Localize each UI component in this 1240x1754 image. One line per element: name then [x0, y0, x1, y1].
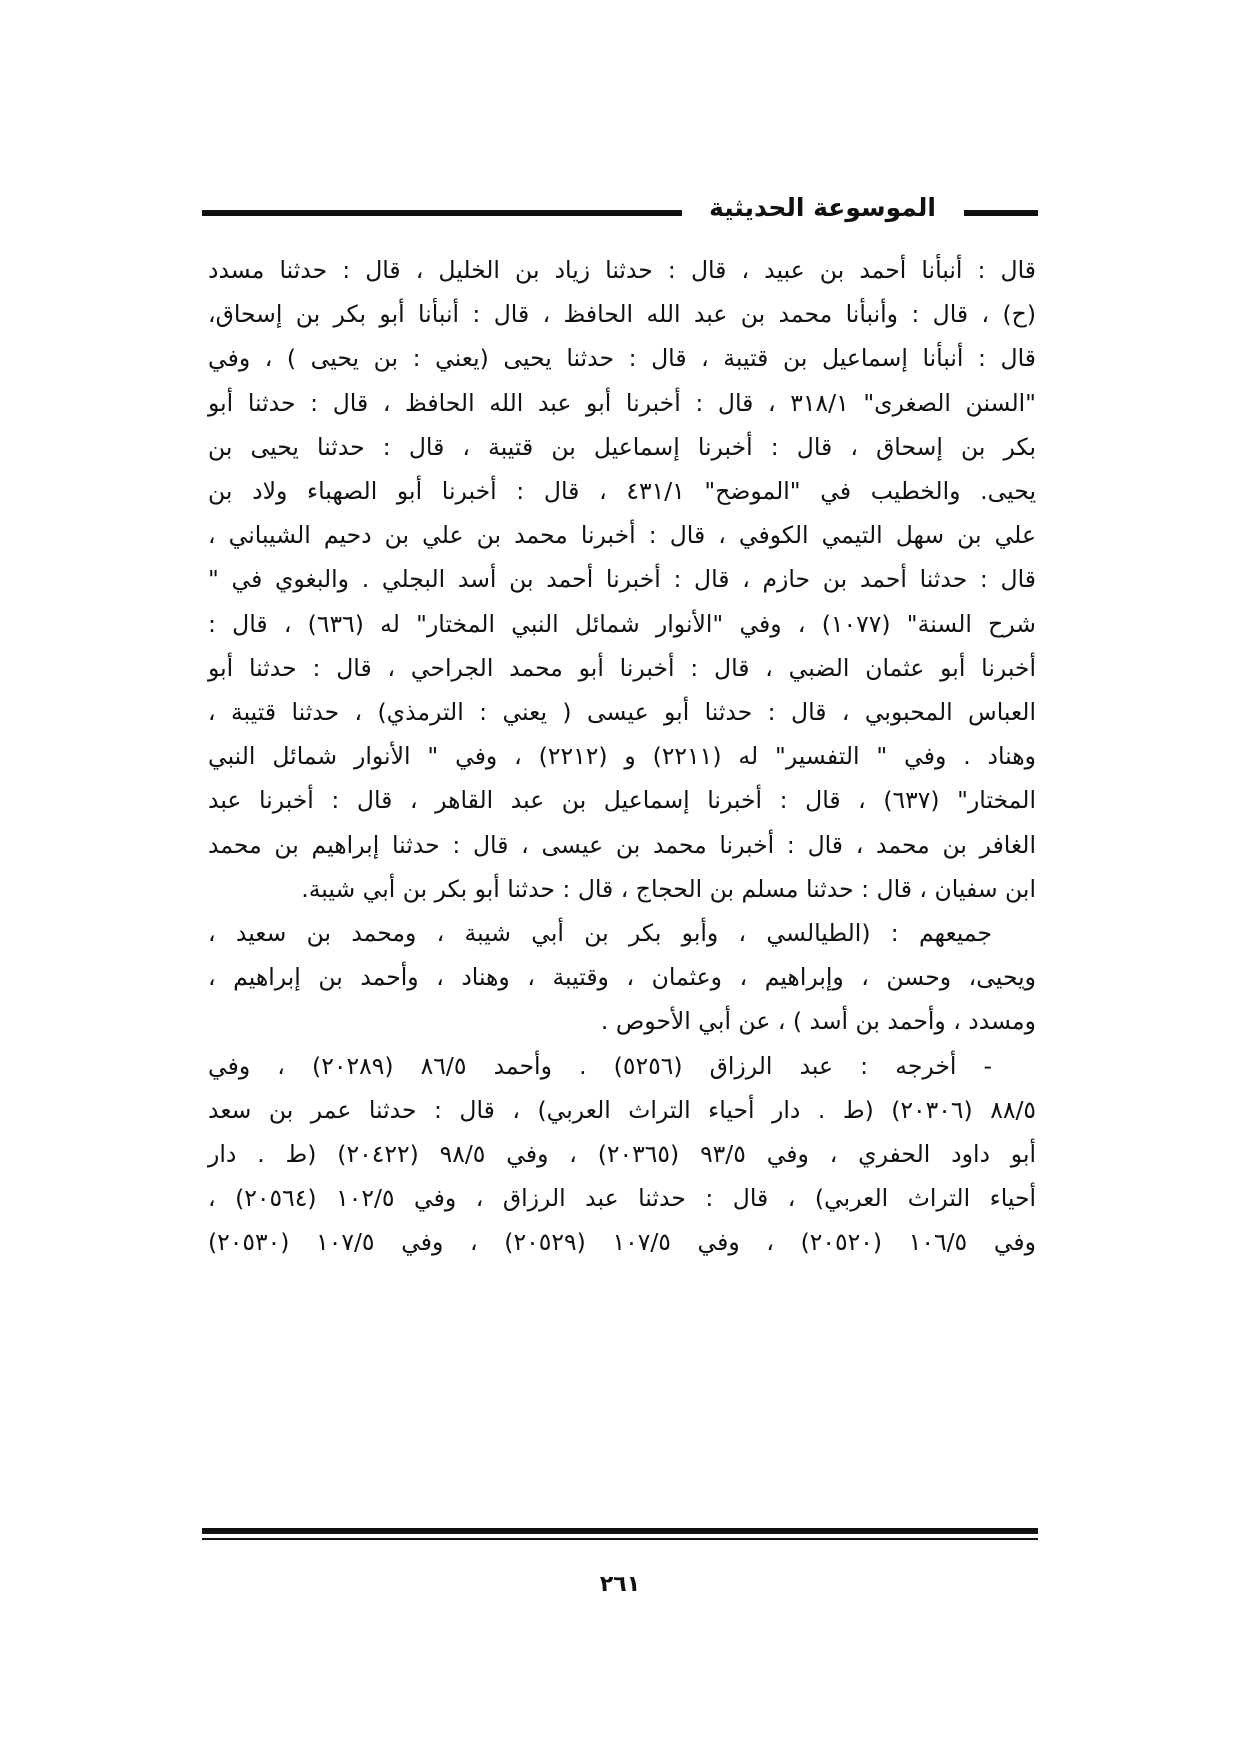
text-line: قال : حدثنا أحمد بن حازم ، قال : أخبرنا أحمد بن أسد البجلي . والبغوي في ": [208, 565, 1036, 594]
text-line: أبو داود الحفري ، وفي ٩٣/٥ (٢٠٣٦٥) ، وفي ٩٨/٥ (٢٠٤٢٢) (ط . دار: [208, 1140, 1037, 1169]
text-line: أخبرنا أبو عثمان الضبي ، قال : أخبرنا أبو محمد الجراحي ، قال : حدثنا أبو: [208, 653, 1036, 682]
text-line: يحيى. والخطيب في "الموضح" ٤٣١/١ ، قال : أخبرنا أبو الصهباء ولاد بن: [208, 477, 1036, 506]
body-text: [208, 248, 1036, 1265]
header-rule-left: [202, 210, 682, 216]
text-line: قال : أنبأنا أحمد بن عبيد ، قال : حدثنا زياد بن الخليل ، قال : حدثنا مسدد: [208, 256, 1036, 284]
footer-rule-thin: [202, 1538, 1038, 1540]
text-line: وفي ١٠٦/٥ (٢٠٥٢٠) ، وفي ١٠٧/٥ (٢٠٥٢٩) ، وفي ١٠٧/٥ (٢٠٥٣٠): [208, 1228, 1037, 1257]
page-header: [202, 188, 1038, 234]
text-line: علي بن سهل التيمي الكوفي ، قال : أخبرنا محمد بن علي بن دحيم الشيباني ،: [208, 521, 1036, 550]
text-line: (ح) ، قال : وأنبأنا محمد بن عبد الله الحافظ ، قال : أنبأنا أبو بكر بن إسحاق،: [208, 300, 1036, 329]
text-line: شرح السنة" (١٠٧٧) ، وفي "الأنوار شمائل النبي المختار" له (٦٣٦) ، قال :: [208, 609, 1036, 638]
footer-rule-thick: [202, 1528, 1038, 1534]
text-line: بكر بن إسحاق ، قال : أخبرنا إسماعيل بن قتيبة ، قال : حدثنا يحيى بن: [208, 432, 1036, 461]
text-line: ابن سفيان ، قال : حدثنا مسلم بن الحجاج ، قال : حدثنا أبو بكر بن أبي شيبة.: [301, 874, 1036, 903]
text-line: ومسدد ، وأحمد بن أسد ) ، عن أبي الأحوص .: [600, 1007, 1036, 1036]
text-line: الغافر بن محمد ، قال : أخبرنا محمد بن عيسى ، قال : حدثنا إبراهيم بن محمد: [208, 830, 1036, 859]
text-line: ويحيى، وحسن ، وإبراهيم ، وعثمان ، وقتيبة ، وهناد ، وأحمد بن إبراهيم ،: [208, 963, 1036, 992]
text-line: المختار" (٦٣٧) ، قال : أخبرنا إسماعيل بن عبد القاهر ، قال : أخبرنا عبد: [208, 786, 1036, 815]
text-line: ٨٨/٥ (٢٠٣٠٦) (ط . دار أحياء التراث العربي) ، قال : حدثنا عمر بن سعد: [208, 1095, 1036, 1124]
text-line: قال : أنبأنا إسماعيل بن قتيبة ، قال : حدثنا يحيى (يعني : بن يحيى ) ، وفي: [208, 344, 1036, 373]
page-title: الموسوعة الحديثية: [699, 188, 946, 228]
text-line: جميعهم : (الطيالسي ، وأبو بكر بن أبي شيبة ، ومحمد بن سعيد ،: [208, 919, 992, 948]
text-line: - أخرجه : عبد الرزاق (٥٢٥٦) . وأحمد ٨٦/٥ (٢٠٢٨٩) ، وفي: [208, 1051, 993, 1080]
text-line: وهناد . وفي " التفسير" له (٢٢١١) و (٢٢١٢) ، وفي " الأنوار شمائل النبي: [208, 742, 1037, 771]
text-line: العباس المحبوبي ، قال : حدثنا أبو عيسى ( يعني : الترمذي) ، حدثنا قتيبة ،: [208, 698, 1036, 727]
page-number: ٢٦١: [599, 1572, 641, 1597]
text-line: "السنن الصغرى" ٣١٨/١ ، قال : أخبرنا أبو عبد الله الحافظ ، قال : حدثنا أبو: [208, 388, 1036, 417]
text-line: أحياء التراث العربي) ، قال : حدثنا عبد الرزاق ، وفي ١٠٢/٥ (٢٠٥٦٤) ،: [208, 1184, 1036, 1213]
header-rule-right: [964, 210, 1038, 216]
